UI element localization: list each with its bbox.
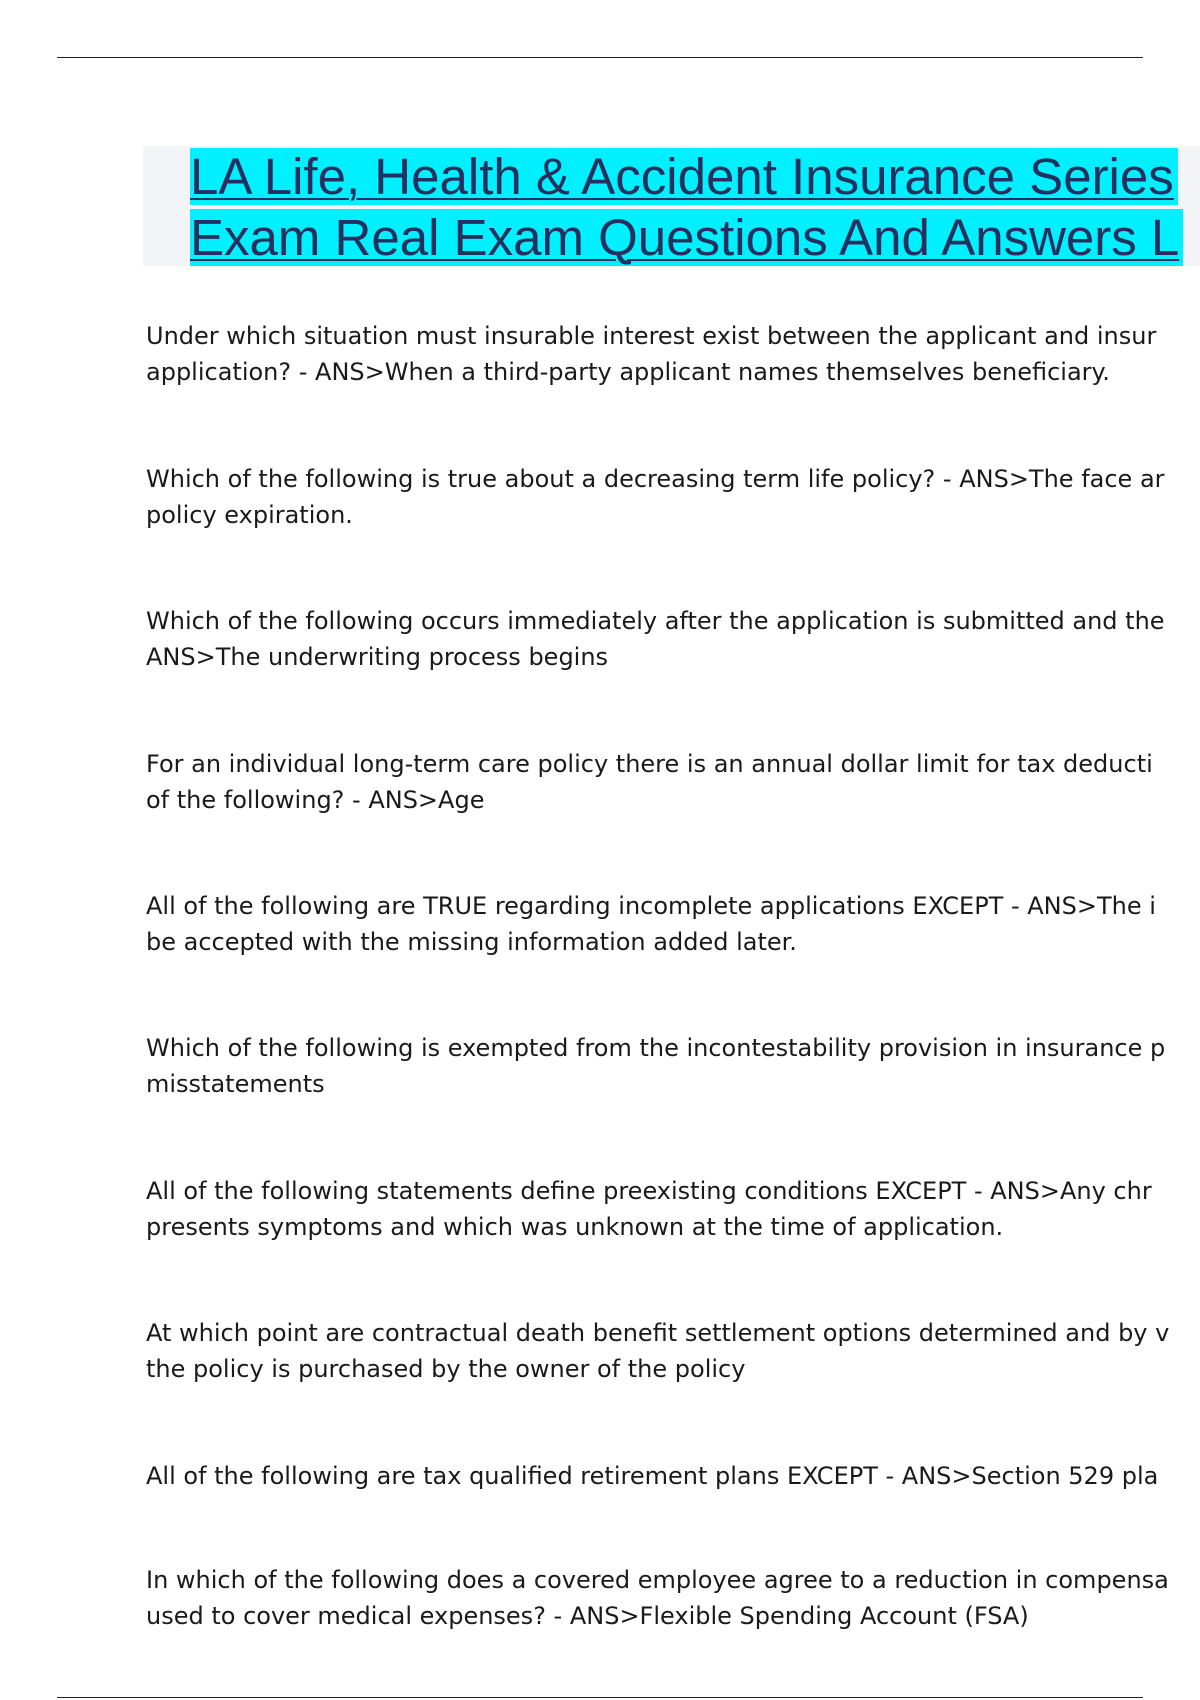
title-line-1: LA Life, Health & Accident Insurance Series <box>190 148 1178 205</box>
qa-item-1 <box>146 318 1156 390</box>
qa-text-line: Which of the following occurs immediately after the application is submitted and the <box>146 607 1165 635</box>
qa-item-7 <box>146 1173 1152 1245</box>
qa-text-line: All of the following are TRUE regarding incomplete applications EXCEPT - ANS>The i <box>146 892 1156 920</box>
qa-text-line: Under which situation must insurable interest exist between the applicant and insur <box>146 322 1157 350</box>
qa-item-9 <box>146 1458 1158 1494</box>
qa-item-5 <box>146 888 1156 960</box>
qa-text-line: For an individual long-term care policy there is an annual dollar limit for tax deducti <box>146 750 1153 778</box>
qa-item-6 <box>146 1030 1165 1102</box>
qa-text-line: presents symptoms and which was unknown at the time of application. <box>146 1213 1004 1241</box>
qa-text-line: of the following? - ANS>Age <box>146 786 485 814</box>
qa-item-3 <box>146 603 1165 675</box>
qa-text-line: application? - ANS>When a third-party applicant names themselves beneficiary. <box>146 358 1110 386</box>
qa-text-line: In which of the following does a covered employee agree to a reduction in compensа <box>146 1566 1169 1594</box>
qa-text-line: All of the following are tax qualified retirement plans EXCEPT - ANS>Section 529 pla <box>146 1462 1159 1490</box>
document-title <box>190 146 1183 268</box>
bottom-rule <box>57 1697 1143 1698</box>
qa-text-line: the policy is purchased by the owner of the policy <box>146 1355 746 1383</box>
qa-text-line: Which of the following is exempted from the incontestability provision in insurance p <box>146 1034 1166 1062</box>
qa-text-line: At which point are contractual death benefit settlement options determined and by v <box>146 1319 1170 1347</box>
qa-text-line: All of the following statements define preexisting conditions EXCEPT - ANS>Any chr <box>146 1177 1152 1205</box>
qa-item-2 <box>146 461 1165 533</box>
qa-text-line: misstatements <box>146 1070 325 1098</box>
title-line-2: Exam Real Exam Questions And Answers L <box>190 209 1183 266</box>
qa-text-line: Which of the following is true about a decreasing term life policy? - ANS>The face ar <box>146 465 1165 493</box>
qa-text-line: be accepted with the missing information added later. <box>146 928 797 956</box>
qa-item-4 <box>146 746 1153 818</box>
qa-text-line: used to cover medical expenses? - ANS>Flexible Spending Account (FSA) <box>146 1602 1029 1630</box>
qa-text-line: policy expiration. <box>146 501 353 529</box>
qa-item-10 <box>146 1562 1169 1634</box>
qa-text-line: ANS>The underwriting process begins <box>146 643 609 671</box>
top-rule <box>57 57 1143 58</box>
qa-item-8 <box>146 1315 1169 1387</box>
